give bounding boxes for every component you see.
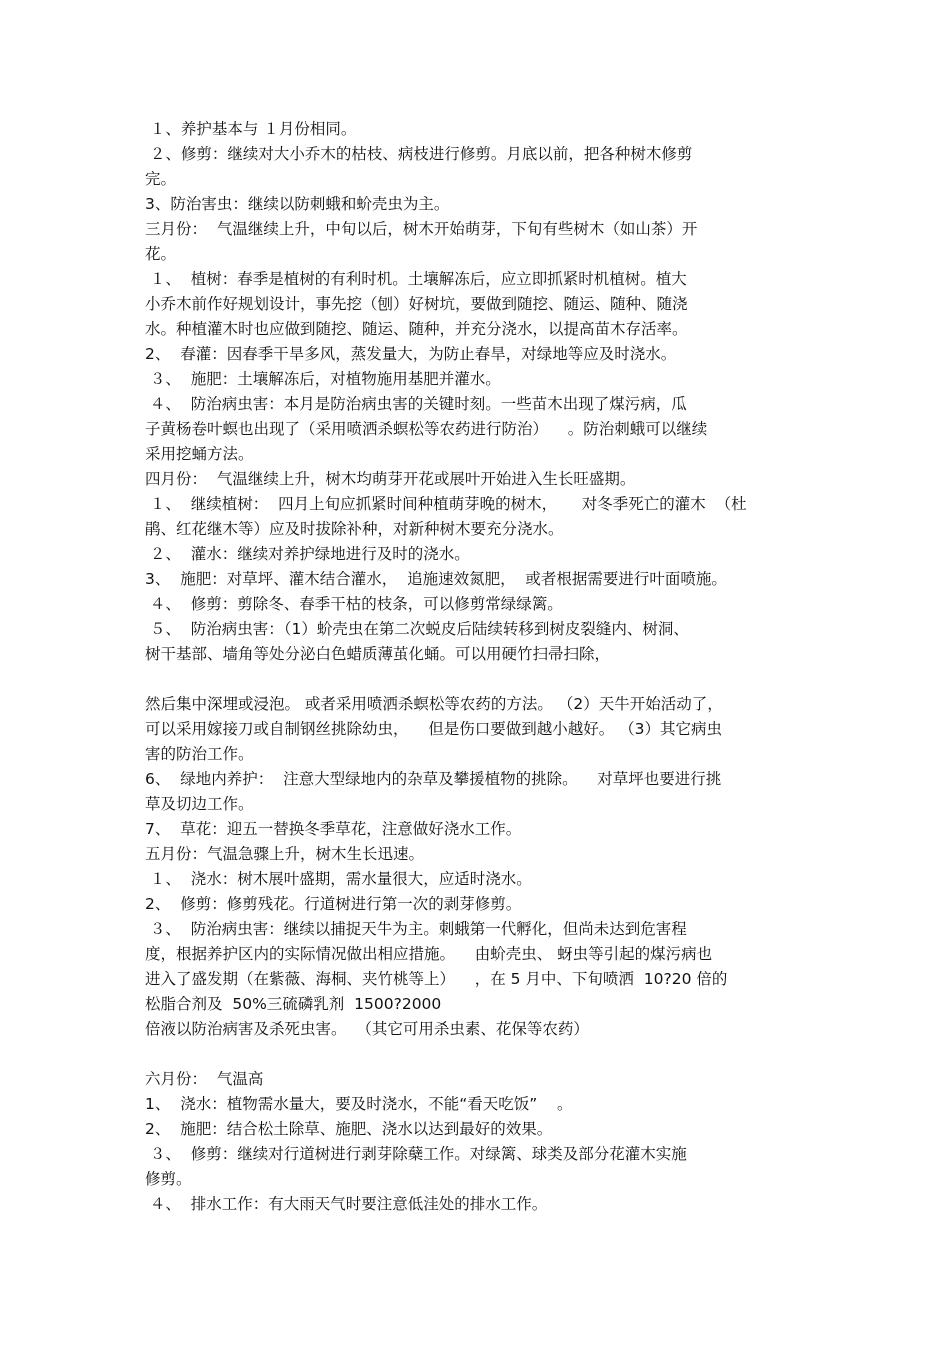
text-line: ２、修剪：继续对大小乔木的枯枝、病枝进行修剪。月底以前，把各种树木修剪 xyxy=(145,145,693,163)
blank-line xyxy=(145,1042,810,1067)
text-line: 鹃、红花继木等）应及时拔除补种，对新种树木要充分浇水。 xyxy=(145,520,564,538)
text-line: 2、 春灌：因春季干旱多风，蒸发量大，为防止春旱，对绿地等应及时浇水。 xyxy=(145,345,677,363)
text-line: 2、 施肥：结合松土除草、施肥、浇水以达到最好的效果。 xyxy=(145,1120,553,1138)
text-line: １、 继续植树： 四月上旬应抓紧时间种植萌芽晚的树木， 对冬季死亡的灌木 （杜 xyxy=(145,495,747,513)
section-heading-march: 三月份： 气温继续上升，中旬以后，树木开始萌芽，下旬有些树木（如山茶）开 xyxy=(145,220,698,238)
text-line: １、养护基本与 １月份相同。 xyxy=(145,120,357,138)
text-line: 3、防治害虫：继续以防刺蛾和蚧壳虫为主。 xyxy=(145,195,450,213)
document-body xyxy=(145,117,810,1217)
text-line: 小乔木前作好规划设计，事先挖（刨）好树坑，要做到随挖、随运、随种、随浇 xyxy=(145,295,688,313)
text-line: ４、 防治病虫害：本月是防治病虫害的关键时刻。一些苗木出现了煤污病，瓜 xyxy=(145,395,687,413)
text-line: 倍液以防治病害及杀死虫害。 （其它可用杀虫素、花保等农药） xyxy=(145,1020,589,1038)
text-line: 2、 修剪：修剪残花。行道树进行第一次的剥芽修剪。 xyxy=(145,895,522,913)
text-line: 害的防治工作。 xyxy=(145,745,254,763)
text-line: 修剪。 xyxy=(145,1170,192,1188)
text-line: １、 浇水：树木展叶盛期，需水量很大，应适时浇水。 xyxy=(145,870,532,888)
text-line: 3、 施肥：对草坪、灌木结合灌水， 追施速效氮肥， 或者根据需要进行叶面喷施。 xyxy=(145,570,727,588)
text-line: 草及切边工作。 xyxy=(145,795,254,813)
text-line: 然后集中深埋或浸泡。 或者采用喷洒杀螟松等农药的方法。 （2）天牛开始活动了， xyxy=(145,695,723,713)
text-line: 松脂合剂及 50%三硫磷乳剂 1500?2000 xyxy=(145,995,442,1013)
text-line: ３、 防治病虫害：继续以捕捉天牛为主。刺蛾第一代孵化，但尚未达到危害程 xyxy=(145,920,687,938)
text-line: ５、 防治病虫害：（1）蚧壳虫在第二次蜕皮后陆续转移到树皮裂缝内、树洞、 xyxy=(145,620,689,638)
text-line: 花。 xyxy=(145,245,177,263)
text-line: 进入了盛发期（在紫薇、海桐、夹竹桃等上） ，在 5 月中、下旬喷洒 10?20 倍的 xyxy=(145,970,728,988)
text-line: ４、 排水工作：有大雨天气时要注意低洼处的排水工作。 xyxy=(145,1195,548,1213)
text-line: 可以采用嫁接刀或自制钢丝挑除幼虫， 但是伤口要做到越小越好。 （3）其它病虫 xyxy=(145,720,722,738)
section-heading-april: 四月份： 气温继续上升，树木均萌芽开花或展叶开始进入生长旺盛期。 xyxy=(145,470,636,488)
text-line: 1、 浇水：植物需水量大，要及时浇水，不能“看天吃饭” 。 xyxy=(145,1095,573,1113)
text-line: 6、 绿地内养护： 注意大型绿地内的杂草及攀援植物的挑除。 对草坪也要进行挑 xyxy=(145,770,722,788)
text-line: ４、 修剪：剪除冬、春季干枯的枝条，可以修剪常绿绿篱。 xyxy=(145,595,563,613)
text-line: ２、 灌水：继续对养护绿地进行及时的浇水。 xyxy=(145,545,470,563)
text-line: 树干基部、墙角等处分泌白色蜡质薄茧化蛹。可以用硬竹扫帚扫除， xyxy=(145,645,611,663)
text-line: １、 植树：春季是植树的有利时机。土壤解冻后，应立即抓紧时机植树。植大 xyxy=(145,270,687,288)
section-heading-may: 五月份：气温急骤上升，树木生长迅速。 xyxy=(145,845,425,863)
text-line: 子黄杨卷叶螟也出现了（采用喷洒杀螟松等农药进行防治） 。防治刺蛾可以继续 xyxy=(145,420,708,438)
text-line: ３、 修剪：继续对行道树进行剥芽除蘖工作。对绿篱、球类及部分花灌木实施 xyxy=(145,1145,687,1163)
text-line: 7、 草花：迎五一替换冬季草花，注意做好浇水工作。 xyxy=(145,820,522,838)
section-heading-june: 六月份： 气温高 xyxy=(145,1070,264,1088)
text-line: 完。 xyxy=(145,170,177,188)
text-line: 度，根据养护区内的实际情况做出相应措施。 由蚧壳虫、 蚜虫等引起的煤污病也 xyxy=(145,945,713,963)
text-line: 水。种植灌木时也应做到随挖、随运、随种，并充分浇水，以提高苗木存活率。 xyxy=(145,320,688,338)
text-line: ３、 施肥：土壤解冻后，对植物施用基肥并灌水。 xyxy=(145,370,501,388)
text-line: 采用挖蛹方法。 xyxy=(145,445,254,463)
blank-line xyxy=(145,667,810,692)
